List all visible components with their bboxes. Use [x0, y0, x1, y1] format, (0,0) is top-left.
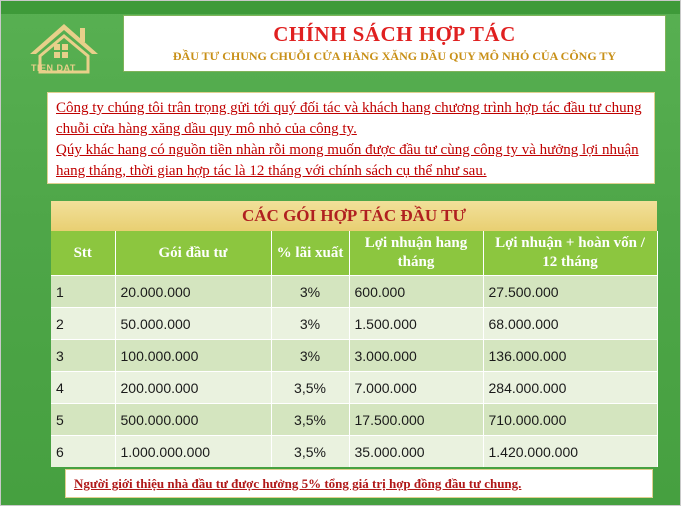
cell-package: 500.000.000	[115, 404, 271, 436]
table-row	[51, 340, 657, 372]
cell-stt: 6	[51, 436, 115, 468]
cell-package: 1.000.000.000	[115, 436, 271, 468]
header-total-return: Lợi nhuận + hoàn vốn / 12 tháng	[483, 231, 657, 276]
cell-total-return: 68.000.000	[483, 308, 657, 340]
header-interest-rate: % lãi xuất	[271, 231, 349, 276]
cell-rate: 3%	[271, 308, 349, 340]
cell-total-return: 284.000.000	[483, 372, 657, 404]
referral-note-box	[65, 469, 653, 498]
cell-monthly-profit: 1.500.000	[349, 308, 483, 340]
header-package: Gói đầu tư	[115, 231, 271, 276]
cell-total-return: 27.500.000	[483, 276, 657, 308]
page-title: CHÍNH SÁCH HỢP TÁC	[273, 22, 516, 46]
table-title: CÁC GÓI HỢP TÁC ĐẦU TƯ	[51, 201, 657, 231]
cell-rate: 3,5%	[271, 372, 349, 404]
intro-text-box	[47, 92, 655, 184]
title-box	[123, 15, 666, 72]
cell-monthly-profit: 600.000	[349, 276, 483, 308]
cell-total-return: 136.000.000	[483, 340, 657, 372]
cell-stt: 1	[51, 276, 115, 308]
cell-stt: 2	[51, 308, 115, 340]
cell-rate: 3,5%	[271, 404, 349, 436]
cell-monthly-profit: 17.500.000	[349, 404, 483, 436]
cell-stt: 4	[51, 372, 115, 404]
table-row	[51, 308, 657, 340]
cell-rate: 3,5%	[271, 436, 349, 468]
intro-paragraph-1: Công ty chúng tôi trân trọng gửi tới quý đối tác và khách hang chương trình hợp tác đầu tư chung chuỗi cửa hàng xăng dầu quy mô nhỏ của công ty.	[56, 100, 642, 137]
header-stt: Stt	[51, 231, 115, 276]
investment-table-panel	[51, 201, 657, 465]
cell-package: 50.000.000	[115, 308, 271, 340]
cell-rate: 3%	[271, 276, 349, 308]
cell-stt: 3	[51, 340, 115, 372]
table-row	[51, 372, 657, 404]
cell-monthly-profit: 7.000.000	[349, 372, 483, 404]
top-bar	[0, 0, 681, 14]
cell-package: 100.000.000	[115, 340, 271, 372]
header-monthly-profit: Lợi nhuận hang tháng	[349, 231, 483, 276]
cell-rate: 3%	[271, 340, 349, 372]
referral-note-text: Người giới thiệu nhà đầu tư được hưởng 5% tổng giá trị hợp đồng đầu tư chung.	[74, 476, 522, 491]
house-logo-icon	[20, 14, 108, 84]
logo-text: TIEN DAT	[31, 63, 76, 73]
table-row	[51, 436, 657, 468]
cell-monthly-profit: 3.000.000	[349, 340, 483, 372]
cell-total-return: 710.000.000	[483, 404, 657, 436]
table-row	[51, 276, 657, 308]
page-subtitle: ĐẦU TƯ CHUNG CHUỖI CỬA HÀNG XĂNG DẦU QUY MÔ NHỎ CỦA CÔNG TY	[172, 49, 617, 63]
investment-table	[51, 231, 658, 467]
cell-stt: 5	[51, 404, 115, 436]
intro-paragraph-2: Qúy khác hang có nguồn tiền nhàn rỗi mong muốn được đầu tư cùng công ty và hưởng lợi nhuận hang tháng, thời gian hợp tác là 12 tháng với chính sách cụ thể như sau.	[56, 142, 639, 179]
cell-total-return: 1.420.000.000	[483, 436, 657, 468]
cell-package: 20.000.000	[115, 276, 271, 308]
table-row	[51, 404, 657, 436]
cell-monthly-profit: 35.000.000	[349, 436, 483, 468]
table-header-row	[51, 231, 657, 276]
cell-package: 200.000.000	[115, 372, 271, 404]
